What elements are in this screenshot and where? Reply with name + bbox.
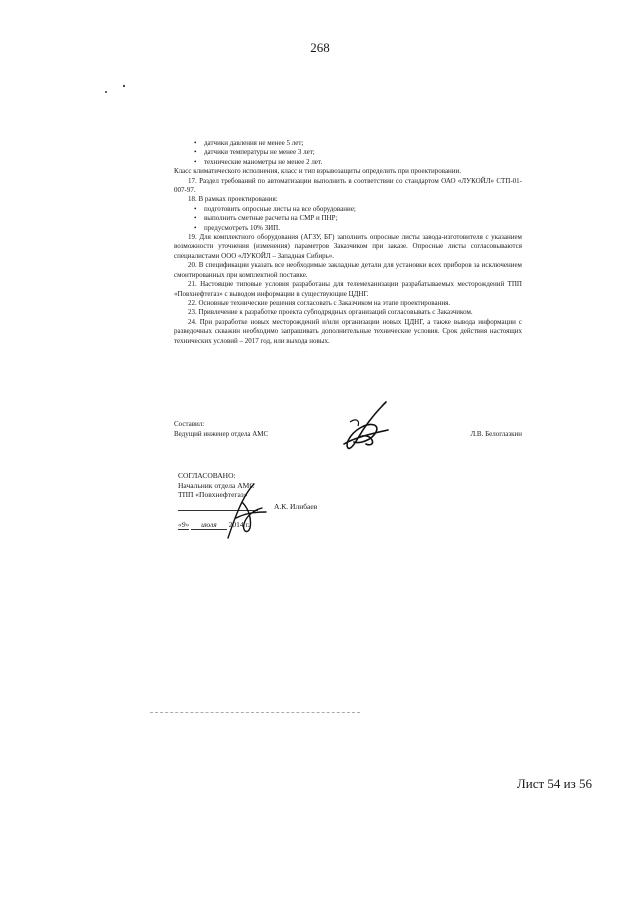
paragraph-21: 21. Настоящие типовые условия разработаны для телемеханизации разрабатываемых месторождений ТПП «Повхнефтегаз» с выводом информации в существующие ЦДНГ.	[174, 280, 522, 298]
paragraph-climate-class: Класс климатического исполнения, класс и тип взрывозащиты определить при проектировании.	[174, 167, 462, 176]
bullet-item: • технические манометры не менее 2 лет.	[194, 158, 522, 167]
bullet-list-lifetime	[174, 139, 522, 167]
bullet-item: • датчики температуры не менее 3 лет;	[194, 148, 522, 157]
bullet-item: • предусмотреть 10% ЗИП.	[194, 224, 522, 233]
paragraph-24: 24. При разработке новых месторождений и/или организации новых ЦДНГ, а также вывода информации с разведочных скважин необходимо запрашивать дополнительные технические условия. Срок действия настоящих технических условий – 2017 год, или выхода новых.	[174, 317, 522, 345]
bullet-item: • датчики давления не менее 5 лет;	[194, 139, 522, 148]
paragraph-22: 22. Основные технические решения согласовать с Заказчиком на этапе проектирования.	[188, 298, 451, 307]
paragraph-23: 23. Привлечение к разработке проекта субподрядных организаций согласовывать с Заказчиком.	[188, 308, 473, 317]
bullet-item: • подготовить опросные листы на все оборудование;	[194, 205, 522, 214]
date-month: июля	[191, 520, 227, 531]
date-day: «9»	[178, 519, 190, 529]
bullet-list-design	[174, 205, 522, 233]
compiled-position: Ведущий инженер отдела АМС	[174, 430, 269, 438]
approval-organization: ТПП «Повхнефтегаз»	[178, 490, 248, 500]
paragraph-19: 19. Для комплектного оборудования (АГЗУ, БГ) заполнить опросные листы завода-изготовителя с указанием возможности уточнения (изменения) параметров Заказчиком при заказе. Опросные листы согласовываются специалистами ООО «ЛУКОЙЛ – Западная Сибирь».	[174, 233, 522, 260]
approval-date	[178, 520, 378, 531]
approval-heading: СОГЛАСОВАНО:	[178, 471, 236, 480]
bullet-item: • выполнить сметные расчеты на СМР и ПНР;	[194, 214, 522, 223]
signature-approver	[222, 478, 272, 540]
paragraph-20: 20. В спецификации указать все необходимые закладные детали для установки всех приборов за исключением смонтированных при комплектной поставке.	[174, 261, 522, 279]
body-text	[174, 139, 522, 346]
approval-position: Начальник отдела АМС	[178, 480, 255, 490]
compiled-label: Составил:	[174, 420, 205, 428]
paragraph-18: 18. В рамках проектирования:	[188, 195, 278, 204]
page-number: 268	[310, 40, 330, 55]
approval-name: А.К. Илибаев	[274, 501, 318, 511]
approval-name-row	[178, 502, 378, 512]
approval-block	[178, 471, 378, 530]
sheet-counter: Лист 54 из 56	[516, 776, 592, 791]
date-year: 2014 г.	[228, 519, 250, 529]
scan-artifact-line	[150, 712, 360, 714]
paragraph-17: 17. Раздел требований по автоматизации выполнить в соответствии со стандартом ОАО «ЛУКОЙЛ» СТП-01-007-97.	[174, 176, 522, 195]
compiled-name: Л.В. Белоглазкин	[470, 430, 522, 438]
signature-compiler	[336, 398, 396, 456]
scan-specks	[100, 82, 140, 96]
